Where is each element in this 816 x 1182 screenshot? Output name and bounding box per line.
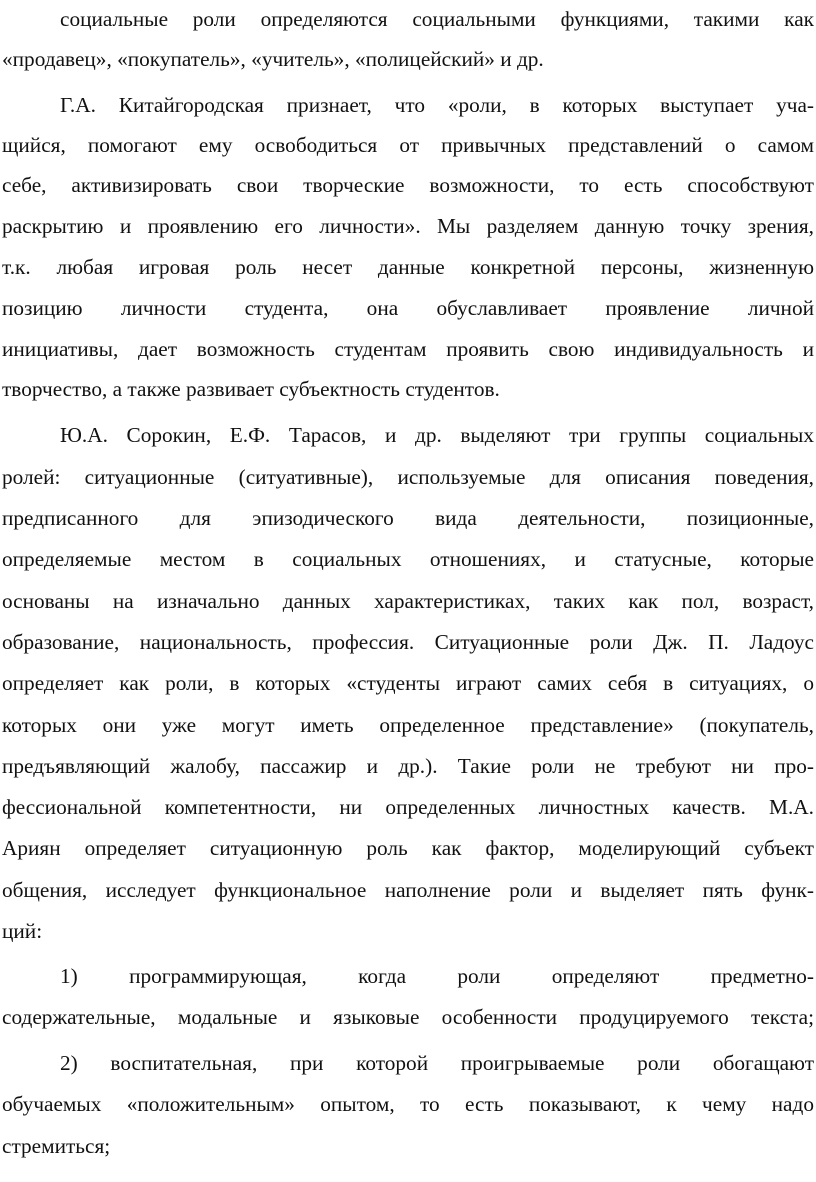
text-line: стремиться; xyxy=(2,1134,111,1158)
text-line: содержательные, модальные и языковые особенности продуцируемого текста; xyxy=(2,1005,814,1029)
text-line: общения, исследует функциональное наполнение роли и выделяет пять функ- xyxy=(2,878,814,902)
text-line: т.к. любая игровая роль несет данные конкретной персоны, жизненную xyxy=(2,255,814,279)
text-line: фессиональной компетентности, ни определенных личностных качеств. М.А. xyxy=(2,795,814,819)
text-line: предъявляющий жалобу, пассажир и др.). Такие роли не требуют ни про- xyxy=(2,754,814,778)
text-line: ций: xyxy=(2,919,43,943)
text-line: образование, национальность, профессия. Ситуационные роли Дж. П. Ладоус xyxy=(2,630,814,654)
text-line: 1) программирующая, когда роли определяют предметно- xyxy=(60,964,814,988)
text-line: основаны на изначально данных характеристиках, таких как пол, возраст, xyxy=(2,589,814,613)
text-line: Ю.А. Сорокин, Е.Ф. Тарасов, и др. выделяют три группы социальных xyxy=(60,423,814,447)
text-line: которых они уже могут иметь определенное представление» (покупатель, xyxy=(2,713,814,737)
text-line: себе, активизировать свои творческие возможности, то есть способствуют xyxy=(2,173,814,197)
text-line: позицию личности студента, она обуславливает проявление личной xyxy=(2,296,814,320)
text-line: Г.А. Китайгородская признает, что «роли, в которых выступает уча- xyxy=(60,93,814,117)
text-line: определяемые местом в социальных отношениях, и статусные, которые xyxy=(2,547,814,571)
text-line: щийся, помогают ему освободиться от привычных представлений о самом xyxy=(2,133,814,157)
text-line: 2) воспитательная, при которой проигрываемые роли обогащают xyxy=(60,1051,814,1075)
text-line: «продавец», «покупатель», «учитель», «полицейский» и др. xyxy=(2,47,544,71)
text-line: творчество, а также развивает субъектность студентов. xyxy=(2,377,500,401)
text-line: предписанного для эпизодического вида деятельности, позиционные, xyxy=(2,506,814,530)
text-line: инициативы, дает возможность студентам проявить свою индивидуальность и xyxy=(2,337,814,361)
text-line: определяет как роли, в которых «студенты играют самих себя в ситуациях, о xyxy=(2,671,814,695)
text-line: раскрытию и проявлению его личности». Мы разделяем данную точку зрения, xyxy=(2,214,814,238)
text-line: ролей: ситуационные (ситуативные), используемые для описания поведения, xyxy=(2,465,814,489)
text-line: обучаемых «положительным» опытом, то есть показывают, к чему надо xyxy=(2,1092,814,1116)
text-line: социальные роли определяются социальными функциями, такими как xyxy=(60,7,814,31)
text-line: Ариян определяет ситуационную роль как фактор, моделирующий субъект xyxy=(2,836,814,860)
